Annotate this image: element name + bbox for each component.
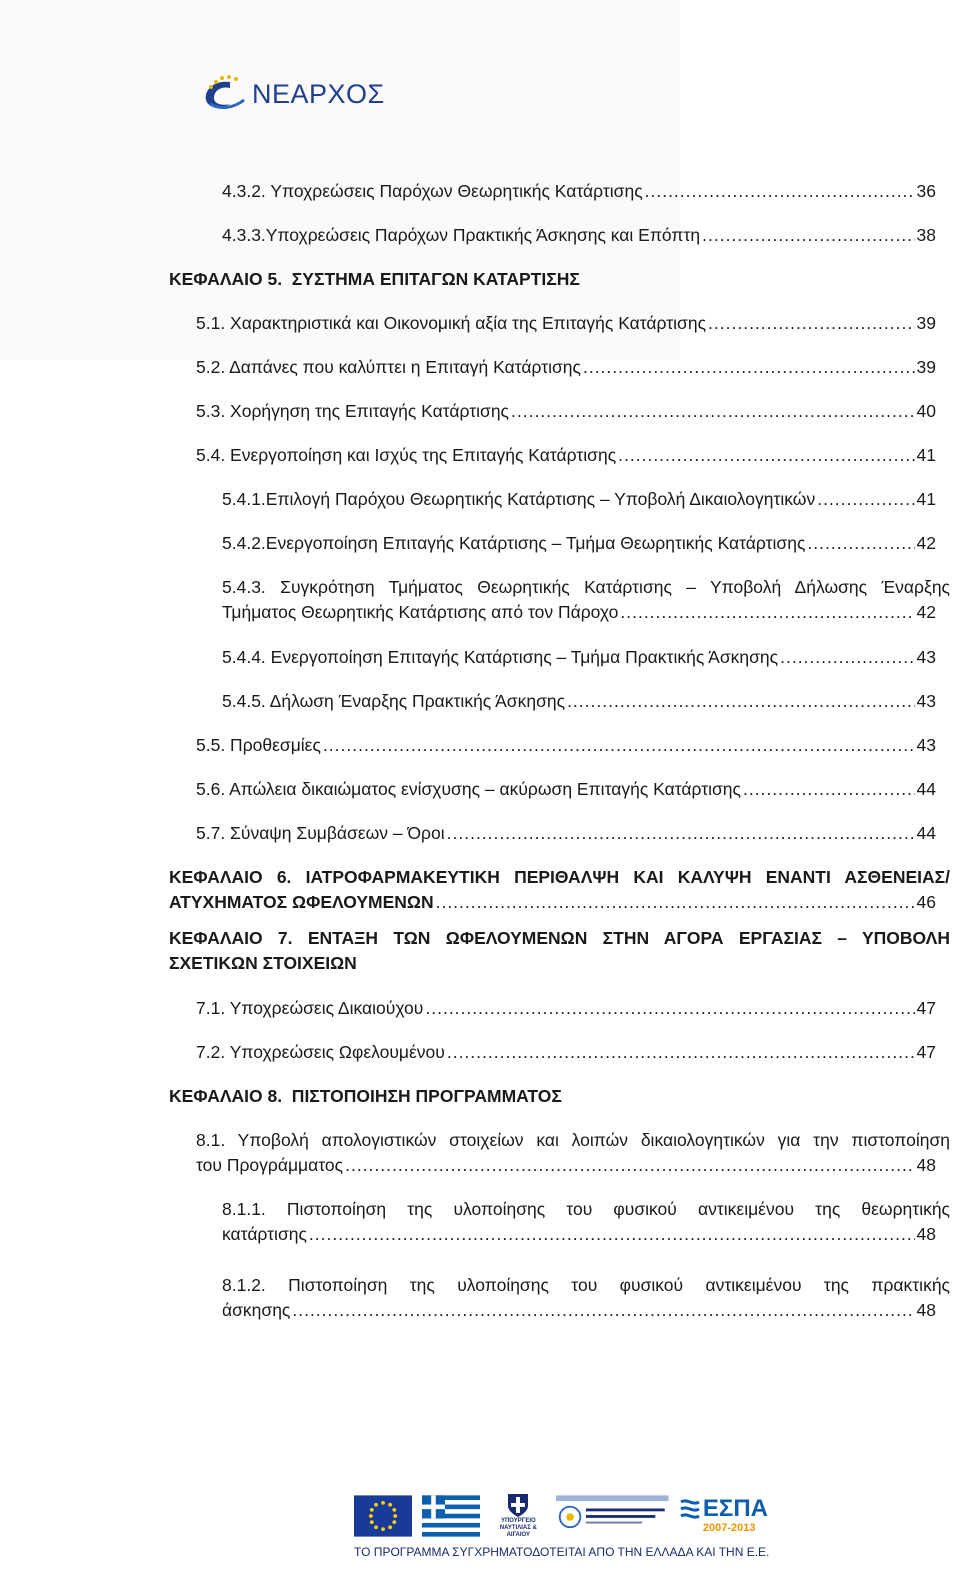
toc-entry[interactable] — [222, 575, 950, 625]
greek-coat-of-arms-icon — [506, 1492, 530, 1518]
ministry-label: ΥΠΟΥΡΓΕΙΟ ΝΑΥΤΙΛΙΑΣ & ΑΙΓΑΙΟΥ — [499, 1518, 537, 1538]
toc-entry[interactable] — [196, 821, 936, 846]
toc-entry-title: 7.2. Υποχρεώσεις Ωφελουμένου — [196, 1042, 445, 1062]
logo-text: ΝΕΑΡΧΟΣ — [252, 78, 385, 109]
toc-entry-title-line1: ΚΕΦΑΛΑΙΟ 6. ΙΑΤΡΟΦΑΡΜΑΚΕΥΤΙΚΗ ΠΕΡΙΘΑΛΨΗ ΚΑΙ ΚΑΛΥΨΗ ΕΝΑΝΤΙ ΑΣΘΕΝΕΙΑΣ/ — [169, 867, 950, 887]
toc-leader — [345, 1153, 914, 1178]
toc-entry[interactable] — [222, 1197, 950, 1247]
toc-entry-page: 40 — [916, 401, 936, 421]
toc-entry-title: 5.7. Σύναψη Συμβάσεων – Όροι — [196, 823, 445, 843]
toc-entry-title: 5.1. Χαρακτηριστικά και Οικονομική αξία της Επιταγής Κατάρτισης — [196, 313, 707, 333]
toc-entry-title-line1: 8.1. Υποβολή απολογιστικών στοιχείων και λοιπών δικαιολογητικών για την πιστοποίηση — [196, 1130, 950, 1150]
toc-entry[interactable] — [196, 996, 936, 1021]
toc-entry[interactable] — [196, 777, 936, 802]
toc-entry-title: 5.3. Χορήγηση της Επιταγής Κατάρτισης — [196, 401, 509, 421]
toc-entry-title: 7.1. Υποχρεώσεις Δικαιούχου — [196, 998, 424, 1018]
toc-entry-page: 47 — [916, 1042, 936, 1062]
toc-leader — [583, 355, 915, 380]
toc-leader — [645, 179, 915, 204]
toc-entry[interactable] — [196, 733, 936, 758]
operational-programme-logo-icon — [556, 1494, 668, 1538]
espa-years: 2007-2013 — [702, 1522, 756, 1534]
nearchos-emblem-icon — [200, 74, 248, 114]
toc-leader — [743, 777, 915, 802]
toc-entry[interactable] — [196, 399, 936, 424]
toc-entry-page: 48 — [916, 1155, 936, 1175]
toc-entry-page: 43 — [916, 691, 936, 711]
toc-entry-title-line2: ΣΧΕΤΙΚΩΝ ΣΤΟΙΧΕΙΩΝ — [169, 953, 357, 973]
nearchos-logo — [200, 72, 385, 116]
toc-entry[interactable] — [196, 1128, 950, 1178]
toc-entry-title-line2: άσκησης — [222, 1300, 291, 1320]
toc-entry-title-line1: 5.4.3. Συγκρότηση Τμήματος Θεωρητικής Κατάρτισης – Υποβολή Δήλωσης Έναρξης — [222, 577, 950, 597]
toc-entry-title: 4.3.3.Υποχρεώσεις Παρόχων Πρακτικής Άσκησης και Επόπτη — [222, 225, 701, 245]
toc-entry-title-line2: κατάρτισης — [222, 1224, 307, 1244]
toc-entry[interactable] — [222, 1273, 950, 1323]
toc-entry-title: 5.4. Ενεργοποίηση και Ισχύς της Επιταγής Κατάρτισης — [196, 445, 617, 465]
toc-entry-title: 5.4.4. Ενεργοποίηση Επιταγής Κατάρτισης – Τμήμα Πρακτικής Άσκησης — [222, 647, 779, 667]
toc-leader — [447, 821, 915, 846]
toc-entry-page: 42 — [916, 533, 936, 553]
eu-flag-icon — [354, 1494, 412, 1538]
ministry-logo — [490, 1492, 546, 1539]
toc-entry-page: 48 — [916, 1300, 936, 1320]
toc-entry-page: 48 — [916, 1224, 936, 1244]
toc-leader — [309, 1222, 915, 1247]
toc-leader — [436, 890, 915, 915]
toc-entry[interactable] — [222, 487, 936, 512]
toc-leader — [292, 1298, 914, 1323]
toc-leader — [620, 600, 914, 625]
toc-entry-page: 44 — [916, 823, 936, 843]
toc-entry-page: 43 — [916, 647, 936, 667]
toc-entry-page: 43 — [916, 735, 936, 755]
toc-entry-title-line2: του Προγράμματος — [196, 1155, 344, 1175]
toc-entry-page: 36 — [916, 181, 936, 201]
toc-entry[interactable] — [222, 645, 936, 670]
toc-entry-page: 39 — [916, 357, 936, 377]
toc-chapter-heading[interactable]: ΚΕΦΑΛΑΙΟ 5. ΣΥΣΤΗΜΑ ΕΠΙΤΑΓΩΝ ΚΑΤΑΡΤΙΣΗΣ — [169, 269, 580, 289]
toc-leader — [425, 996, 914, 1021]
espa-logo — [679, 1496, 768, 1535]
espa-waves-icon — [679, 1496, 701, 1522]
toc-leader — [780, 645, 914, 670]
toc-leader — [511, 399, 915, 424]
toc-leader — [447, 1040, 915, 1065]
toc-entry[interactable] — [222, 223, 936, 248]
toc-entry[interactable] — [196, 1040, 936, 1065]
toc-entry-title-line2: Τμήματος Θεωρητικής Κατάρτισης από τον Πάροχο — [222, 602, 619, 622]
toc-entry-title-line1: 8.1.1. Πιστοποίηση της υλοποίησης του φυσικού αντικειμένου της θεωρητικής — [222, 1199, 950, 1219]
toc-leader — [702, 223, 914, 248]
toc-entry[interactable] — [196, 443, 936, 468]
footer-logos — [354, 1493, 768, 1538]
toc-entry-title: 5.6. Απώλεια δικαιώματος ενίσχυσης – ακύρωση Επιταγής Κατάρτισης — [196, 779, 741, 799]
toc-leader — [817, 487, 914, 512]
toc-chapter-heading[interactable] — [169, 865, 950, 915]
toc-chapter-heading[interactable]: ΚΕΦΑΛΑΙΟ 8. ΠΙΣΤΟΠΟΙΗΣΗ ΠΡΟΓΡΑΜΜΑΤΟΣ — [169, 1086, 562, 1106]
toc-entry-page: 41 — [916, 489, 936, 509]
toc-entry-title: 5.4.2.Ενεργοποίηση Επιταγής Κατάρτισης – Τμήμα Θεωρητικής Κατάρτισης — [222, 533, 806, 553]
toc-entry[interactable] — [196, 355, 936, 380]
toc-entry-title: 5.4.5. Δήλωση Έναρξης Πρακτικής Άσκησης — [222, 691, 566, 711]
toc-entry-page: 46 — [916, 892, 936, 912]
toc-entry-title: 5.4.1.Επιλογή Παρόχου Θεωρητικής Κατάρτισης – Υποβολή Δικαιολογητικών — [222, 489, 816, 509]
toc-leader — [807, 531, 914, 556]
toc-leader — [567, 689, 914, 714]
toc-entry-page: 38 — [916, 225, 936, 245]
espa-label: ΕΣΠΑ — [702, 1495, 768, 1522]
toc-leader — [323, 733, 915, 758]
toc-entry[interactable] — [222, 531, 936, 556]
toc-chapter-heading[interactable] — [169, 926, 950, 976]
toc-entry-page: 39 — [916, 313, 936, 333]
toc-entry-title-line1: ΚΕΦΑΛΑΙΟ 7. ΕΝΤΑΞΗ ΤΩΝ ΩΦΕΛΟΥΜΕΝΩΝ ΣΤΗΝ ΑΓΟΡΑ ΕΡΓΑΣΙΑΣ – ΥΠΟΒΟΛΗ — [169, 928, 950, 948]
greek-flag-icon — [422, 1494, 480, 1538]
toc-entry-title: 5.2. Δαπάνες που καλύπτει η Επιταγή Κατάρτισης — [196, 357, 581, 377]
toc-entry-page: 44 — [916, 779, 936, 799]
toc-entry[interactable] — [222, 179, 936, 204]
footer-caption: ΤΟ ΠΡΟΓΡΑΜΜΑ ΣΥΓΧΡΗΜΑΤΟΔΟΤΕΙΤΑΙ ΑΠΟ ΤΗΝ ΕΛΛΑΔΑ ΚΑΙ ΤΗΝ Ε.Ε. — [354, 1545, 770, 1559]
toc-leader — [618, 443, 914, 468]
toc-entry[interactable] — [196, 311, 936, 336]
toc-entry-title-line2: ΑΤΥΧΗΜΑΤΟΣ ΩΦΕΛΟΥΜΕΝΩΝ — [169, 892, 434, 912]
toc-entry[interactable] — [222, 689, 936, 714]
toc-entry-title: 4.3.2. Υποχρεώσεις Παρόχων Θεωρητικής Κατάρτισης — [222, 181, 643, 201]
toc-entry-page: 42 — [916, 602, 936, 622]
toc-entry-page: 41 — [916, 445, 936, 465]
toc-leader — [708, 311, 915, 336]
toc-entry-page: 47 — [916, 998, 936, 1018]
toc-entry-title: 5.5. Προθεσμίες — [196, 735, 321, 755]
toc-entry-title-line1: 8.1.2. Πιστοποίηση της υλοποίησης του φυσικού αντικειμένου της πρακτικής — [222, 1275, 950, 1295]
